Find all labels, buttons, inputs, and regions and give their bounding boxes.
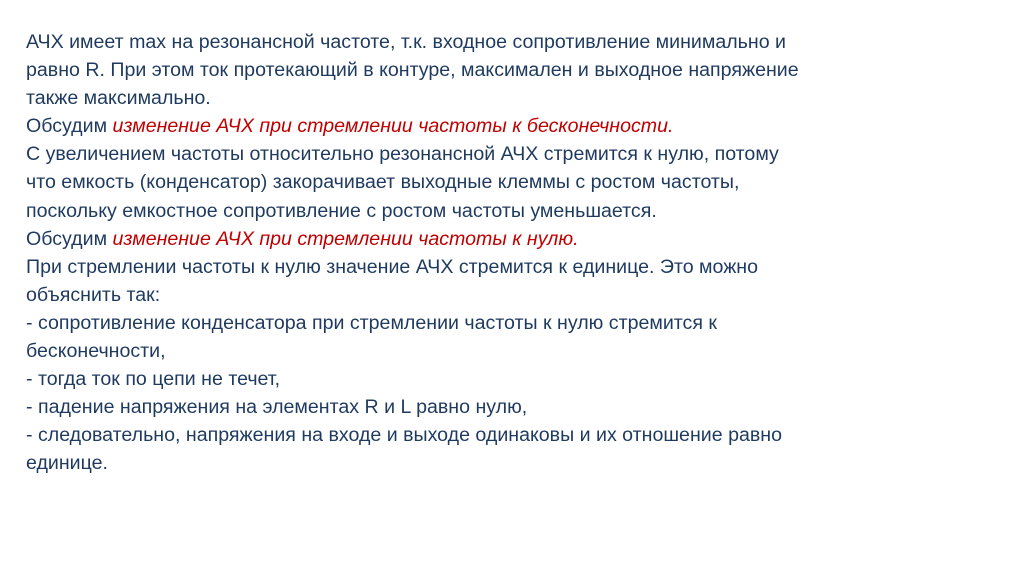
text-line: что емкость (конденсатор) закорачивает выходные клеммы с ростом частоты,	[26, 171, 740, 194]
list-item: - следовательно, напряжения на входе и выходе одинаковы и их отношение равно	[26, 424, 782, 447]
text-line: С увеличением частоты относительно резонансной АЧХ стремится к нулю, потому	[26, 143, 779, 166]
discussion-topic-highlight: изменение АЧХ при стремлении частоты к нулю.	[112, 227, 579, 250]
list-item-continuation: бесконечности,	[26, 340, 166, 363]
text-line: равно R. При этом ток протекающий в контуре, максимален и выходное напряжение	[26, 59, 799, 82]
list-item-continuation: единице.	[26, 452, 108, 475]
slide-body-text	[26, 28, 986, 478]
text-line: При стремлении частоты к нулю значение АЧХ стремится к единице. Это можно	[26, 255, 759, 278]
discussion-prefix: Обсудим	[26, 227, 113, 250]
text-line: также максимально.	[26, 87, 211, 110]
discussion-heading-infinity	[26, 112, 986, 140]
text-line: объяснить так:	[26, 283, 161, 306]
text-line: поскольку емкостное сопротивление с ростом частоты уменьшается.	[26, 199, 657, 222]
discussion-prefix: Обсудим	[26, 115, 113, 138]
text-line: АЧХ имеет max на резонансной частоте, т.к. входное сопротивление минимально и	[26, 31, 786, 53]
list-item: - сопротивление конденсатора при стремлении частоты к нулю стремится к	[26, 311, 717, 334]
list-item: - тогда ток по цепи не течет,	[26, 368, 281, 391]
discussion-topic-highlight: изменение АЧХ при стремлении частоты к бесконечности.	[112, 115, 674, 138]
list-item: - падение напряжения на элементах R и L равно нулю,	[26, 396, 528, 419]
discussion-heading-zero	[26, 225, 986, 253]
